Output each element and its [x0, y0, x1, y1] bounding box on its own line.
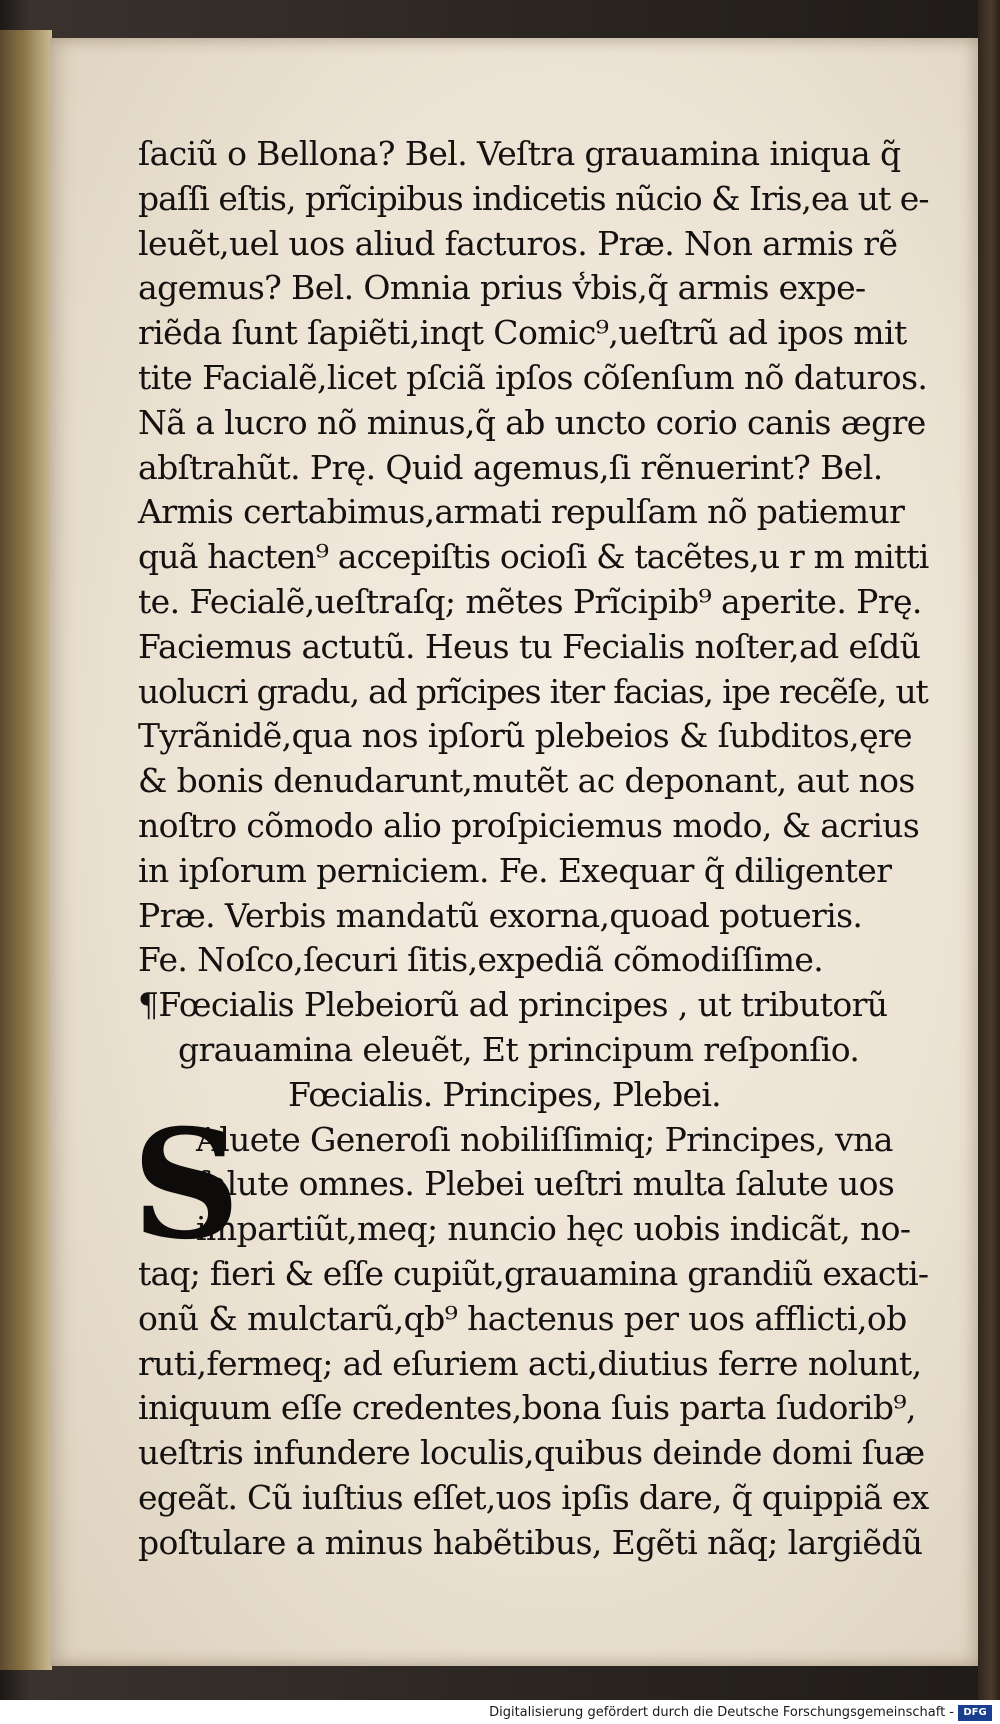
dfg-logo: DFG — [958, 1705, 992, 1721]
text-line: te. Fecialẽ,ueſtraſq; mẽtes Prĩcipib⁹ aperite. Prę. — [138, 581, 922, 621]
text-line: poſtulare a minus habẽtibus, Egẽti nãq; largiẽdũ — [138, 1522, 923, 1562]
text-line: tite Facialẽ,licet pſciã ipſos cõſenſum nõ daturos. — [138, 357, 928, 397]
text-line: Præ. Verbis mandatũ exorna,quoad potueris. — [138, 895, 863, 935]
text-line: Nã a lucro nõ minus,q̃ ab uncto corio canis ægre — [138, 402, 926, 442]
rubric-line: ¶Fœcialis Plebeiorũ ad principes , ut tributorũ — [138, 985, 888, 1025]
text-line: leuẽt,uel uos aliud facturos. Præ. Non armis rẽ — [138, 223, 898, 263]
text-line: ſalute omnes. Plebei ueſtri multa ſalute uos — [196, 1164, 895, 1204]
rubric-line: grauamina eleuẽt, Et principum reſponſio. — [178, 1029, 860, 1069]
text-line: impartiũt,meq; nuncio hęc uobis indicãt, no- — [196, 1209, 911, 1249]
text-line: riẽda ſunt ſapiẽti,inqt Comic⁹,ueſtrũ ad ipos mit — [138, 313, 907, 353]
text-line: Fe. Noſco,ſecuri ſitis,expediã cõmodiſſime. — [138, 940, 824, 980]
text-line: Faciemus actutũ. Heus tu Fecialis noſter,ad eſdũ — [138, 626, 921, 666]
text-line: ueſtris infundere loculis,quibus deinde domi ſuæ — [138, 1433, 925, 1473]
text-line: ruti,fermeq; ad eſuriem acti,diutius ferre nolunt, — [138, 1343, 922, 1383]
digitization-credit: Digitalisierung gefördert durch die Deutsche Forschungsgemeinschaft - — [489, 1705, 954, 1720]
text-line: noſtro cõmodo alio proſpiciemus modo, & acrius — [138, 805, 920, 845]
text-line: Armis certabimus,armati repulſam nõ patiemur — [138, 492, 905, 532]
text-line: agemus? Bel. Omnia prius v̾bis,q̃ armis expe- — [138, 268, 866, 308]
text-line: taq; fieri & eſſe cupiũt,grauamina grandiũ exacti- — [138, 1253, 929, 1293]
page-text — [132, 132, 938, 1566]
text-line: paſſi eſtis, prĩcipibus indicetis nũcio & Iris,ea ut e- — [138, 178, 929, 218]
text-line: in ipſorum perniciem. Fe. Exequar q̃ diligenter — [138, 850, 892, 890]
text-line: quã hacten⁹ accepiſtis ocioſi & tacẽtes,u r m mitti — [138, 537, 929, 577]
text-line: Tyrãnidẽ,qua nos ipſorũ plebeios & ſubditos,ęre — [138, 716, 912, 756]
text-line: uolucri gradu, ad prĩcipes iter facias, ipe recẽſe, ut — [138, 671, 928, 711]
text-line: abſtrahũt. Prę. Quid agemus,ſi rẽnuerint? Bel. — [138, 447, 883, 487]
dropcap-letter: S — [132, 1096, 240, 1273]
speakers-heading: Fœcialis. Principes, Plebei. — [288, 1074, 721, 1114]
book-binding-edge — [0, 30, 52, 1670]
text-line: egeãt. Cũ iuſtius eſſet,uos ipſis dare, q̃ quippiã ex — [138, 1477, 929, 1517]
text-line: Aluete Generoſi nobiliſſimiq; Principes, vna — [196, 1119, 893, 1159]
text-line: ſaciũ o Bellona? Bel. Veſtra grauamina iniqua q̃ — [138, 134, 901, 173]
book-right-edge — [978, 0, 1000, 1724]
text-line: iniquum eſſe credentes,bona ſuis parta ſudorib⁹, — [138, 1388, 916, 1428]
text-line: onũ & mulctarũ,qb⁹ hactenus per uos afflicti,ob — [138, 1298, 907, 1338]
text-line: & bonis denudarunt,mutẽt ac deponant, aut nos — [138, 761, 915, 801]
footer-band — [0, 1700, 1000, 1724]
